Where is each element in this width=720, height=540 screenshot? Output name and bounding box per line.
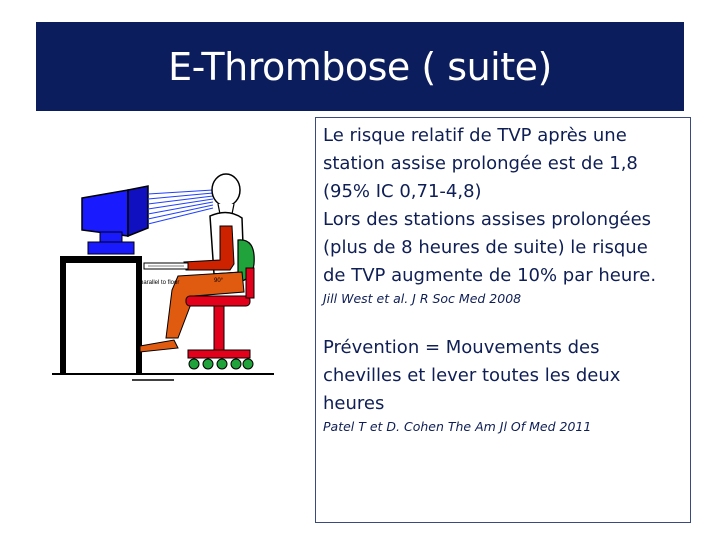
person-head <box>212 174 240 214</box>
keyboard-icon <box>144 263 188 269</box>
slide-title: E-Thrombose ( suite) <box>168 44 552 89</box>
reference-west: Jill West et al. J R Soc Med 2008 <box>323 291 522 306</box>
workstation-drawing <box>48 168 278 388</box>
prevention-paragraph: Prévention = Mouvements des chevilles et lever toutes les deux heures <box>323 337 621 414</box>
monitor-icon <box>82 186 148 254</box>
person-arm <box>184 226 234 270</box>
desk <box>60 256 142 374</box>
content-text-box <box>315 117 691 523</box>
sight-lines <box>148 190 213 224</box>
relative-risk-paragraph: Le risque relatif de TVP après une station assise prolongée est de 1,8 (95% IC 0,71-4,8) Lors des stations assises prolongées (plus de 8 heures de suite) le risque de TVP augmente de 10% par heure. <box>323 125 657 286</box>
title-bar <box>36 22 684 111</box>
parallel-label: parallel to floor <box>140 280 180 286</box>
paragraph-spacer <box>323 308 684 334</box>
angle-label: 90° <box>214 278 224 284</box>
chair-wheels <box>189 359 253 369</box>
floor-line <box>52 374 274 380</box>
reference-patel: Patel T et D. Cohen The Am Jl Of Med 2011 <box>323 419 592 434</box>
ergonomic-workstation-illustration <box>48 168 278 388</box>
